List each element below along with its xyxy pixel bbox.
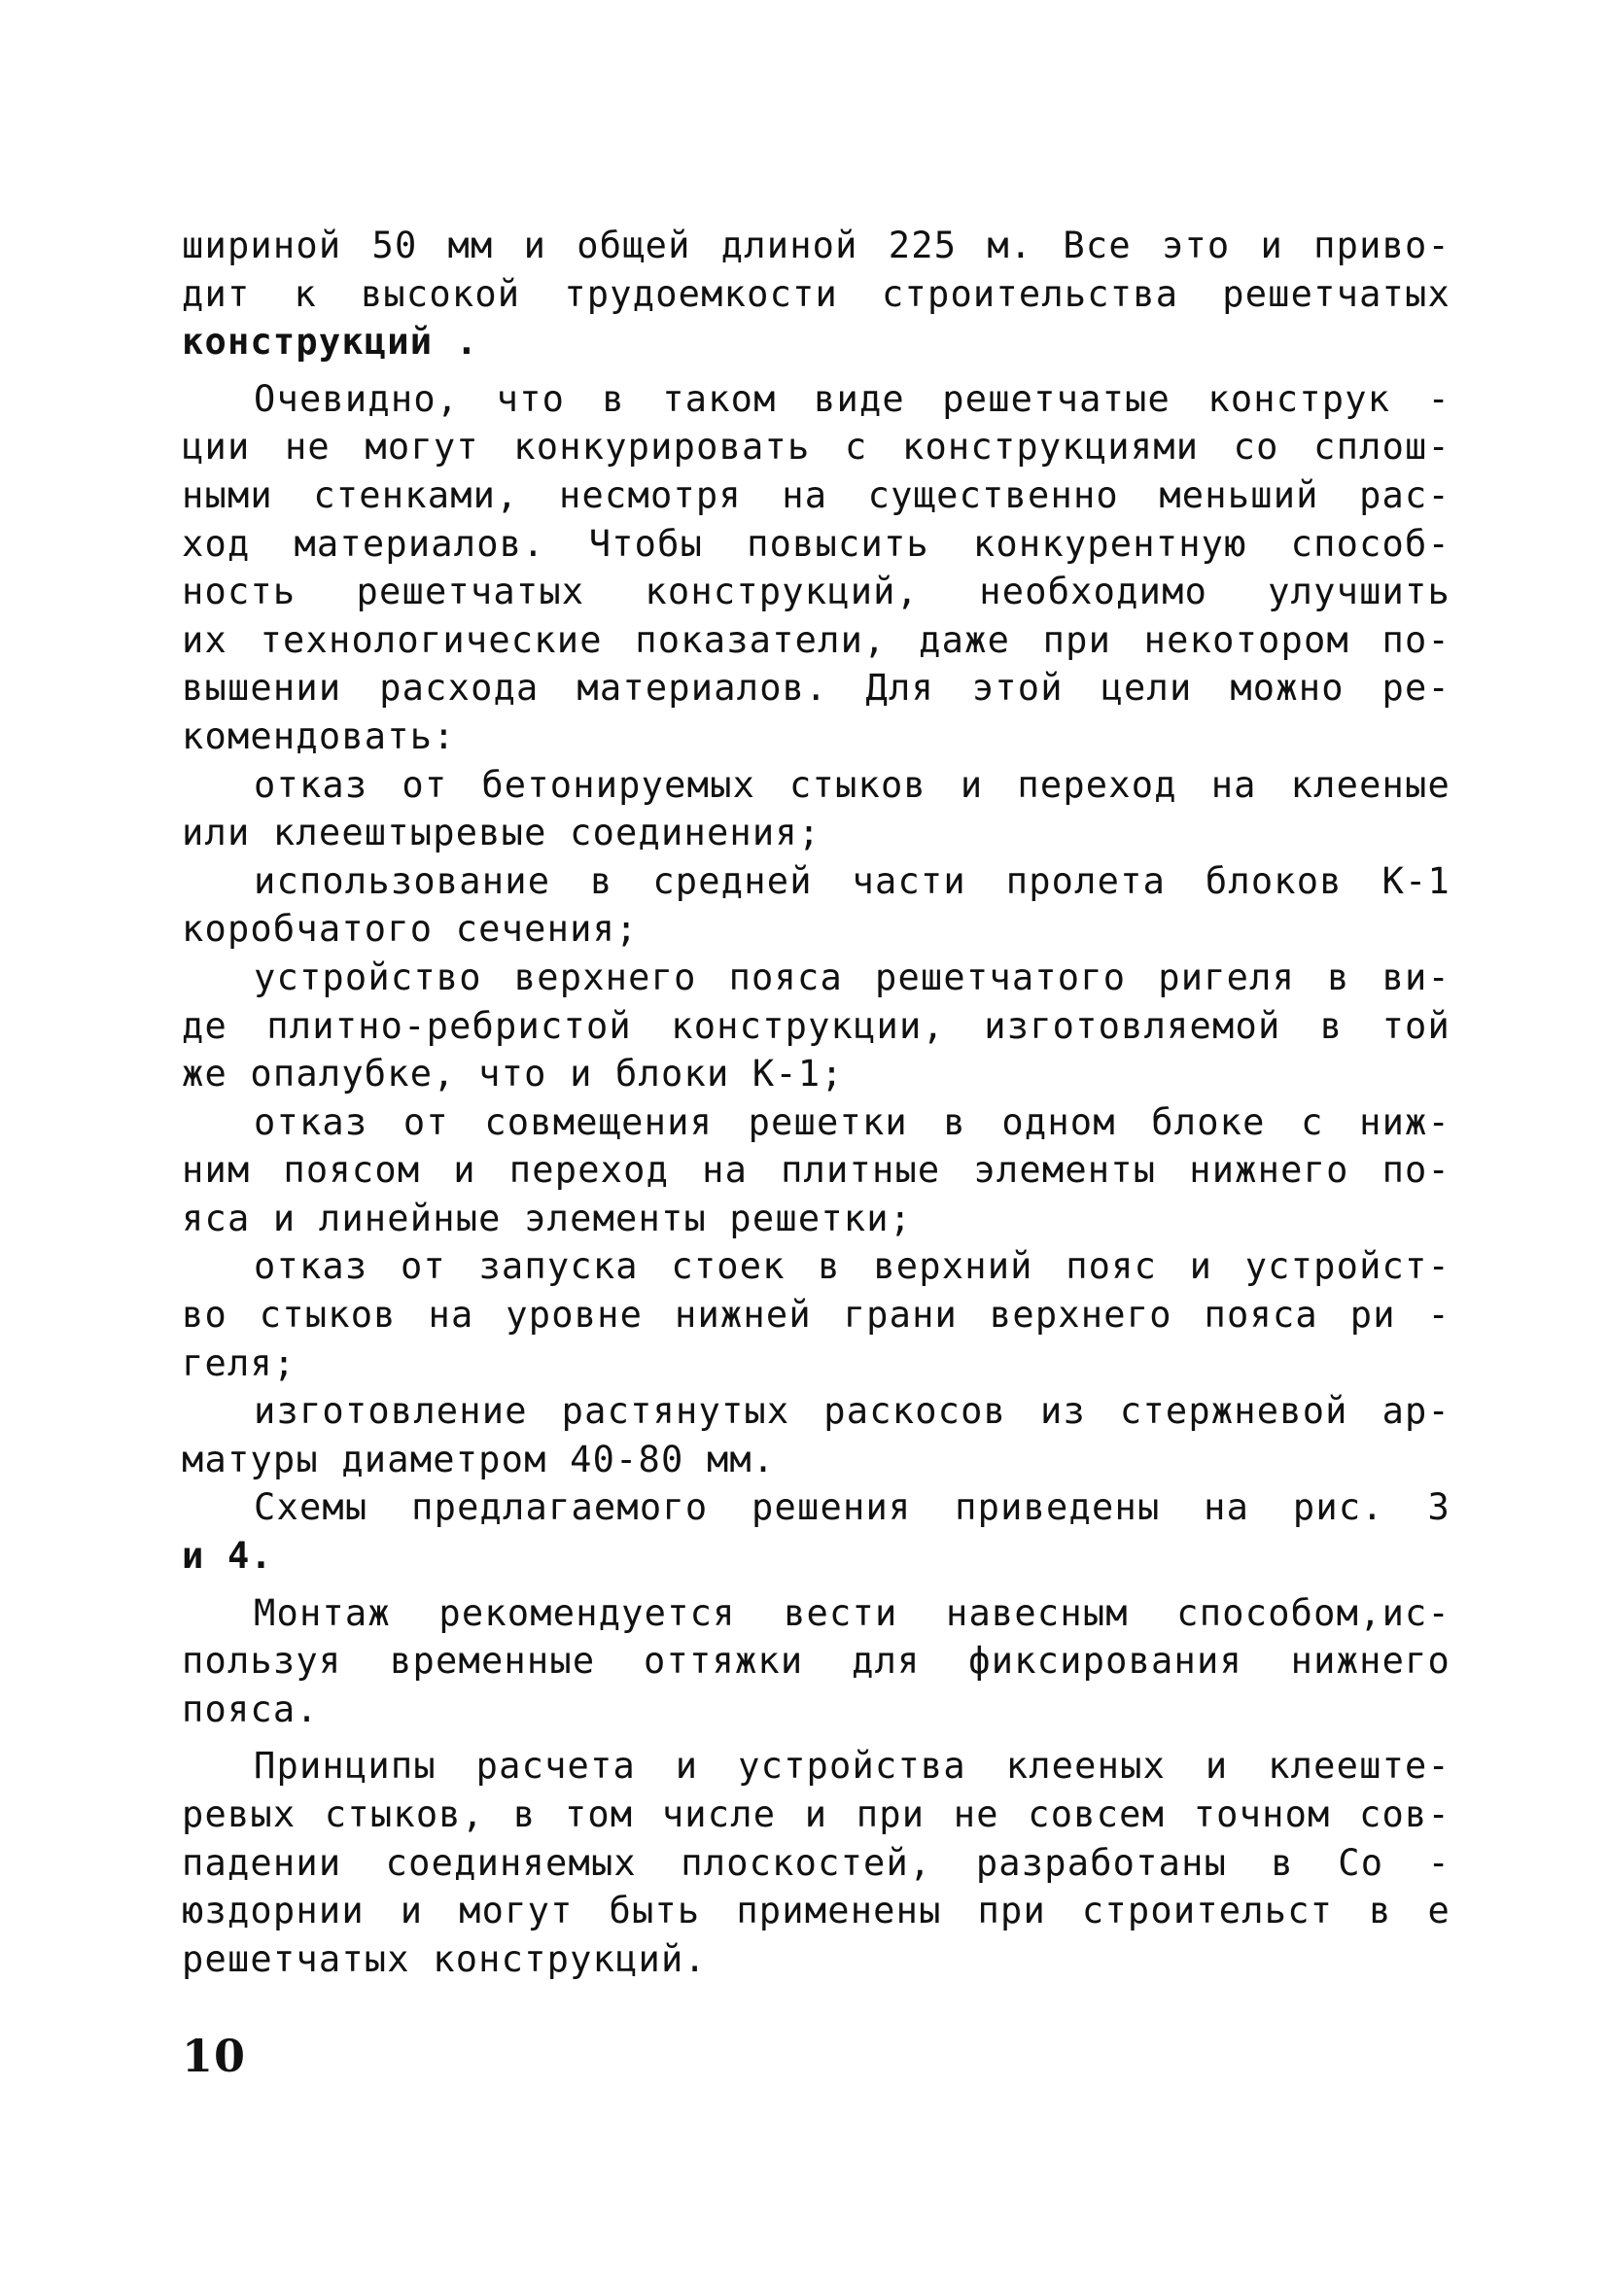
text-line: использование в средней части пролета блоков К-1 <box>254 859 1451 902</box>
paragraph <box>182 1589 1451 1734</box>
text-line: пояса. <box>182 1687 319 1730</box>
text-line: Очевидно, что в таком виде решетчатые конструк - <box>254 377 1451 420</box>
text-line: устройство верхнего пояса решетчатого ригеля в ви- <box>254 956 1451 998</box>
text-line: комендовать: <box>182 714 456 757</box>
text-line: Схемы предлагаемого решения приведены на рис. 3 <box>254 1486 1451 1529</box>
text-line: пользуя временные оттяжки для фиксирования нижнего <box>182 1640 1451 1683</box>
paragraph <box>182 375 1451 761</box>
text-line: отказ от совмещения решетки в одном блоке с ниж- <box>254 1100 1451 1143</box>
text-line: юздорнии и могут быть применены при строительст в е <box>182 1890 1451 1932</box>
list-item <box>182 954 1451 1098</box>
text-line: ним поясом и переход на плитные элементы нижнего по- <box>182 1149 1451 1192</box>
list-item <box>182 761 1451 857</box>
text-line: ными стенками, несмотря на существенно меньший рас- <box>182 473 1451 516</box>
text-line: вышении расхода материалов. Для этой цели можно ре- <box>182 667 1451 710</box>
text-line: конструкций . <box>182 321 479 364</box>
text-line: же опалубке, что и блоки К-1; <box>182 1053 844 1096</box>
text-line: геля; <box>182 1341 297 1384</box>
paragraph <box>182 222 1451 366</box>
text-line: матуры диаметром 40-80 мм. <box>182 1438 776 1480</box>
text-line: Монтаж рекомендуется вести навесным способом,ис- <box>254 1591 1451 1634</box>
text-line: отказ от запуска стоек в верхний пояс и устройст- <box>254 1245 1451 1288</box>
text-line: ции не могут конкурировать с конструкциями со сплош- <box>182 426 1451 469</box>
text-line: изготовление растянутых раскосов из стержневой ар- <box>254 1390 1451 1433</box>
paragraph <box>182 1483 1451 1580</box>
text-line: или клеештыревые соединения; <box>182 812 821 854</box>
text-line: и 4. <box>182 1535 273 1578</box>
paragraph <box>182 1742 1451 1983</box>
text-line: коробчатого сечения; <box>182 908 639 951</box>
text-line: решетчатых конструкций. <box>182 1937 707 1980</box>
text-line: падении соединяемых плоскостей, разработаны в Со - <box>182 1841 1451 1884</box>
text-line: яса и линейные элементы решетки; <box>182 1197 913 1239</box>
list-item <box>182 1387 1451 1483</box>
page-body <box>182 222 1451 1983</box>
list-item <box>182 857 1451 954</box>
text-line: их технологические показатели, даже при некотором по- <box>182 618 1451 661</box>
text-line: ность решетчатых конструкций, необходимо улучшить <box>182 571 1451 613</box>
text-line: дит к высокой трудоемкости строительства решетчатых <box>182 272 1451 315</box>
text-line: ход материалов. Чтобы повысить конкурентную способ- <box>182 522 1451 565</box>
text-line: ревых стыков, в том числе и при не совсем точном сов- <box>182 1793 1451 1835</box>
list-item <box>182 1098 1451 1243</box>
text-line: Принципы расчета и устройства клееных и клееште- <box>254 1745 1451 1788</box>
text-line: шириной 50 мм и общей длиной 225 м. Все это и приво- <box>182 225 1451 266</box>
page-number: 10 <box>182 2030 247 2082</box>
text-line: де плитно-ребристой конструкции, изготовляемой в той <box>182 1004 1451 1047</box>
text-line: во стыков на уровне нижней грани верхнего пояса ри - <box>182 1294 1451 1337</box>
list-item <box>182 1242 1451 1387</box>
text-line: отказ от бетонируемых стыков и переход на клееные <box>254 763 1451 806</box>
